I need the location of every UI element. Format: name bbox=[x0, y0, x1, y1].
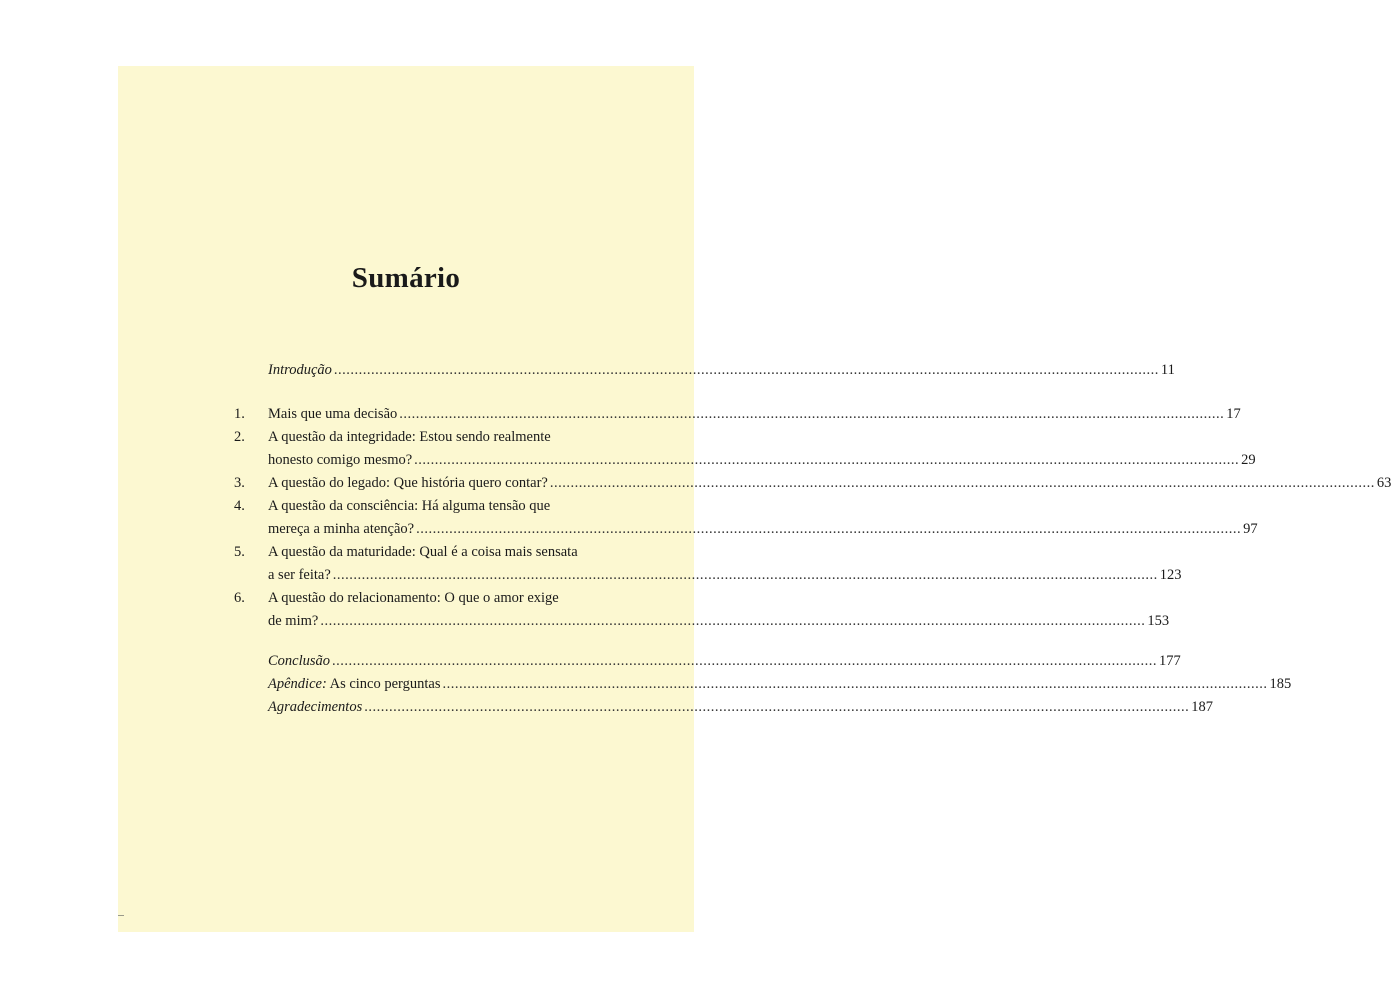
dot-leader: ........................................................................................................................................................................................................ bbox=[399, 406, 1225, 422]
toc-entry-label: a ser feita? bbox=[268, 567, 331, 583]
toc-entry-page: 29 bbox=[1241, 452, 1256, 468]
chapter-number: 6. bbox=[234, 590, 245, 606]
toc-entry-label: A questão da integridade: Estou sendo realmente bbox=[268, 429, 551, 445]
toc-entry-chapter-2 bbox=[234, 427, 624, 447]
toc-entry-page: 17 bbox=[1226, 406, 1241, 422]
crop-mark bbox=[118, 915, 124, 916]
toc-entry-page: 63 bbox=[1376, 475, 1391, 491]
chapter-number: 4. bbox=[234, 498, 245, 514]
toc-entry-page: 11 bbox=[1160, 362, 1175, 378]
toc-entry-chapter-6 bbox=[234, 588, 624, 608]
dot-leader: ........................................................................................................................................................................................................ bbox=[549, 475, 1375, 491]
toc-entry-introduction bbox=[268, 360, 1175, 380]
toc-entry-label bbox=[268, 674, 440, 694]
dot-leader: ........................................................................................................................................................................................................ bbox=[320, 613, 1146, 629]
toc-entry-chapter-4 bbox=[234, 496, 624, 516]
toc-entry-page: 123 bbox=[1159, 567, 1182, 583]
toc-entry-chapter-5 bbox=[234, 542, 624, 562]
appendix-label-italic: Apêndice: bbox=[268, 676, 327, 692]
chapter-number: 5. bbox=[234, 544, 245, 560]
dot-leader: ........................................................................................................................................................................................................ bbox=[364, 699, 1190, 715]
chapter-number: 3. bbox=[234, 475, 245, 491]
toc-entry-page: 153 bbox=[1147, 613, 1170, 629]
toc-entry-acknowledgments bbox=[268, 697, 1213, 717]
toc-entry-label: de mim? bbox=[268, 613, 319, 629]
dot-leader: ........................................................................................................................................................................................................ bbox=[414, 452, 1240, 468]
table-of-contents bbox=[118, 66, 1391, 932]
toc-entry-chapter-1 bbox=[234, 404, 1241, 424]
chapter-number: 1. bbox=[234, 406, 245, 422]
toc-entry-chapter-4-continued bbox=[268, 519, 1258, 539]
dot-leader: ........................................................................................................................................................................................................ bbox=[333, 362, 1159, 378]
dot-leader: ........................................................................................................................................................................................................ bbox=[332, 567, 1158, 583]
toc-entry-appendix bbox=[268, 674, 1292, 694]
toc-entry-label: A questão da maturidade: Qual é a coisa mais sensata bbox=[268, 544, 578, 560]
toc-entry-page: 97 bbox=[1243, 521, 1258, 537]
book-page bbox=[118, 66, 1391, 932]
toc-entry-label: Agradecimentos bbox=[268, 699, 363, 715]
dot-leader: ........................................................................................................................................................................................................ bbox=[442, 676, 1268, 692]
toc-entry-label: Introdução bbox=[268, 362, 332, 378]
toc-entry-chapter-3 bbox=[234, 473, 1391, 493]
page-title: Sumário bbox=[351, 262, 461, 294]
toc-entry-conclusion bbox=[268, 651, 1181, 671]
toc-entry-label: A questão do legado: Que história quero contar? bbox=[268, 475, 548, 491]
toc-entry-page: 177 bbox=[1159, 653, 1181, 669]
toc-entry-label: honesto comigo mesmo? bbox=[268, 452, 413, 468]
toc-entry-chapter-6-continued bbox=[268, 611, 1170, 631]
toc-entry-label: mereça a minha atenção? bbox=[268, 521, 415, 537]
toc-entry-page: 185 bbox=[1269, 676, 1292, 692]
toc-entry-label: A questão da consciência: Há alguma tensão que bbox=[268, 498, 551, 514]
toc-entry-label: A questão do relacionamento: O que o amor exige bbox=[268, 590, 559, 606]
toc-entry-chapter-2-continued bbox=[268, 450, 1256, 470]
toc-entry-label: Conclusão bbox=[268, 653, 331, 669]
dot-leader: ........................................................................................................................................................................................................ bbox=[416, 521, 1242, 537]
chapter-number: 2. bbox=[234, 429, 245, 445]
toc-entry-page: 187 bbox=[1191, 699, 1213, 715]
toc-entry-chapter-5-continued bbox=[268, 565, 1182, 585]
appendix-label-rest: As cinco perguntas bbox=[326, 676, 441, 692]
dot-leader: ........................................................................................................................................................................................................ bbox=[332, 653, 1158, 669]
toc-entry-label: Mais que uma decisão bbox=[268, 406, 398, 422]
